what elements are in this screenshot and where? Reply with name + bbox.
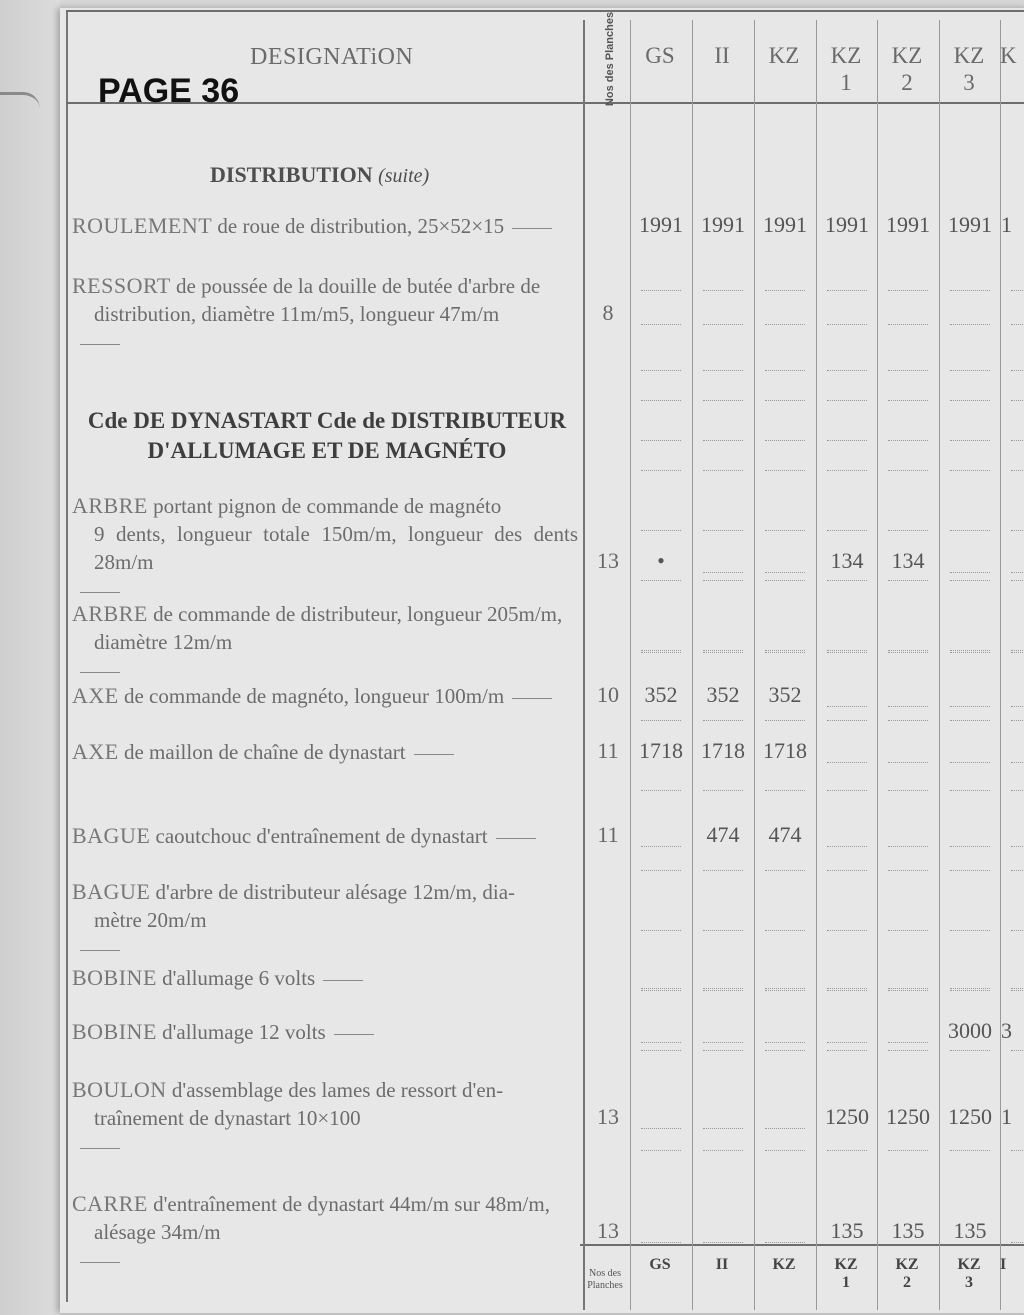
reference-number: 1250 [948, 1104, 992, 1129]
empty-cell-dots [827, 324, 867, 325]
planche-number: 8 [602, 300, 614, 325]
filler-dots [765, 790, 805, 791]
filler-dots [765, 400, 805, 401]
filler-dots [1011, 790, 1024, 791]
reference-number: 1991 [825, 212, 869, 237]
filler-dots [1011, 990, 1024, 991]
filler-dots [888, 720, 928, 721]
filler-dots [950, 440, 990, 441]
section-commande-title: Cde DE DYNASTART Cde de DISTRIBUTEUR D'ALLUMAGE ET DE MAGNÉTO [87, 408, 567, 463]
empty-cell-dots [1011, 1242, 1024, 1243]
filler-dots [827, 530, 867, 531]
filler-dots [765, 930, 805, 931]
part-name: BOBINE [72, 1019, 157, 1044]
part-name: BAGUE [72, 879, 151, 904]
empty-cell-dots [641, 1042, 681, 1043]
leader-line [80, 1262, 120, 1263]
filler-dots [703, 370, 743, 371]
planches-header: Nos des Planches [604, 11, 616, 107]
empty-cell-dots [1011, 572, 1024, 573]
filler-dots [641, 930, 681, 931]
empty-cell-dots [827, 706, 867, 707]
footer-col-kz: KZ [772, 1256, 796, 1273]
footer-col-kz3: KZ 3 [957, 1256, 981, 1291]
filler-dots [641, 990, 681, 991]
empty-cell-dots [1011, 706, 1024, 707]
filler-dots [765, 580, 805, 581]
empty-cell-dots [888, 846, 928, 847]
empty-cell-dots [703, 324, 743, 325]
filler-dots [703, 1150, 743, 1151]
part-detail-continued: diamètre 12m/m [94, 630, 233, 654]
filler-dots [827, 720, 867, 721]
reference-number: 1991 [948, 212, 992, 237]
filler-dots [703, 400, 743, 401]
reference-number: 1991 [763, 212, 807, 237]
reference-number: 134 [830, 548, 864, 573]
filler-dots [1011, 930, 1024, 931]
leader-line [80, 950, 120, 951]
empty-cell-dots [1011, 652, 1024, 653]
page-edge [0, 0, 60, 1315]
part-name: BAGUE [72, 823, 151, 848]
leader-line [80, 344, 120, 345]
filler-dots [641, 870, 681, 871]
reference-number: 1991 [639, 212, 683, 237]
planche-number: 13 [597, 1218, 619, 1243]
leader-line [80, 672, 120, 673]
part-detail-continued: 9 dents, longueur totale 150m/m, longueur des dents 28m/m [94, 522, 578, 574]
filler-dots [1011, 870, 1024, 871]
filler-dots [703, 720, 743, 721]
part-description [72, 738, 578, 766]
empty-cell-dots [765, 652, 805, 653]
empty-cell-dots [827, 1042, 867, 1043]
empty-cell-dots [641, 652, 681, 653]
filler-dots [703, 650, 743, 651]
part-description [72, 272, 578, 356]
filler-dots [765, 1050, 805, 1051]
empty-cell-dots [950, 846, 990, 847]
filler-dots [703, 870, 743, 871]
empty-cell-dots [827, 846, 867, 847]
filler-dots [765, 870, 805, 871]
part-detail: caoutchouc d'entraînement de dynastart [155, 824, 488, 848]
reference-number: 1991 [886, 212, 930, 237]
col-header-kz: KZ [768, 43, 800, 68]
filler-dots [950, 990, 990, 991]
filler-dots [1011, 580, 1024, 581]
part-name: AXE [72, 683, 119, 708]
filler-dots [827, 470, 867, 471]
filler-dots [641, 470, 681, 471]
empty-cell-dots [827, 652, 867, 653]
part-detail: de commande de distributeur, longueur 205m/m, [153, 602, 563, 626]
filler-dots [765, 370, 805, 371]
empty-cell-dots [1011, 762, 1024, 763]
reference-number: 474 [706, 822, 740, 847]
part-detail: de poussée de la douille de butée d'arbre de [176, 274, 541, 298]
empty-cell-dots [765, 1242, 805, 1243]
filler-dots [950, 290, 990, 291]
filler-dots [827, 290, 867, 291]
leader-line [323, 980, 363, 981]
empty-cell-dots [950, 762, 990, 763]
reference-number: 135 [891, 1218, 925, 1243]
filler-dots [641, 530, 681, 531]
reference-number: 1250 [825, 1104, 869, 1129]
filler-dots [888, 580, 928, 581]
part-description [72, 878, 578, 962]
filler-dots [765, 290, 805, 291]
filler-dots [888, 930, 928, 931]
leader-line [80, 592, 120, 593]
empty-cell-dots [888, 706, 928, 707]
filler-dots [1011, 650, 1024, 651]
empty-cell-dots [888, 988, 928, 989]
designation-header: DESIGNATiON [250, 44, 414, 70]
filler-dots [703, 440, 743, 441]
filler-dots [1011, 1050, 1024, 1051]
filler-dots [950, 870, 990, 871]
col-header-ii: II [714, 43, 730, 68]
part-detail-continued: distribution, diamètre 11m/m5, longueur 47m/m [94, 302, 500, 326]
filler-dots [950, 530, 990, 531]
planche-number: 13 [597, 1104, 619, 1129]
planche-number: 13 [597, 548, 619, 573]
filler-dots [765, 990, 805, 991]
part-description [72, 1190, 578, 1274]
part-detail-continued: alésage 34m/m [94, 1220, 221, 1244]
part-detail: de commande de magnéto, longueur 100m/m [123, 684, 505, 708]
filler-dots [641, 720, 681, 721]
empty-cell-dots [641, 846, 681, 847]
col-header-kz1: KZ 1 [830, 43, 862, 95]
filler-dots [765, 650, 805, 651]
empty-cell-dots [827, 762, 867, 763]
filler-dots [641, 650, 681, 651]
part-detail: portant pignon de commande de magnéto [153, 494, 502, 518]
empty-cell-dots [703, 652, 743, 653]
filler-dots [765, 470, 805, 471]
footer-col-ii: II [715, 1256, 729, 1273]
col-header-kz2: KZ 2 [891, 43, 923, 95]
part-detail: d'allumage 6 volts [162, 966, 316, 990]
part-name: AXE [72, 739, 119, 764]
empty-cell-dots [1011, 324, 1024, 325]
part-detail: de maillon de chaîne de dynastart [123, 740, 406, 764]
filler-dots [641, 1050, 681, 1051]
filler-dots [950, 720, 990, 721]
empty-cell-dots [703, 572, 743, 573]
part-detail: d'assemblage des lames de ressort d'en- [171, 1078, 504, 1102]
footer-rule [580, 1244, 1024, 1246]
filler-dots [1011, 530, 1024, 531]
filler-dots [950, 470, 990, 471]
filler-dots [888, 370, 928, 371]
empty-cell-dots [641, 988, 681, 989]
filler-dots [765, 720, 805, 721]
empty-cell-dots [641, 1128, 681, 1129]
section-distribution-title: DISTRIBUTION (suite) [210, 162, 430, 187]
leader-line [512, 228, 552, 229]
filler-dots [827, 870, 867, 871]
reference-number: 1991 [701, 212, 745, 237]
filler-dots [888, 990, 928, 991]
filler-dots [827, 1150, 867, 1151]
empty-cell-dots [950, 988, 990, 989]
filler-dots [888, 400, 928, 401]
reference-number: 3 [1001, 1018, 1012, 1043]
footer-planches-label: Nos des Planches [587, 1268, 623, 1291]
part-description [72, 682, 578, 710]
leader-line [496, 838, 536, 839]
filler-dots [641, 400, 681, 401]
filler-dots [641, 790, 681, 791]
part-detail: d'allumage 12 volts [162, 1020, 326, 1044]
left-border-line [66, 12, 68, 1302]
filler-dots [950, 370, 990, 371]
empty-cell-dots [827, 988, 867, 989]
col-header-k: K [1000, 43, 1017, 68]
filler-dots [641, 440, 681, 441]
empty-cell-dots [703, 1242, 743, 1243]
footer-col-gs: GS [649, 1256, 671, 1273]
empty-cell-dots [1011, 988, 1024, 989]
page-label: PAGE 36 [98, 72, 240, 110]
part-description [72, 600, 578, 684]
part-detail: d'arbre de distributeur alésage 12m/m, dia- [155, 880, 516, 904]
filler-dots [641, 290, 681, 291]
filler-dots [888, 790, 928, 791]
filler-dots [1011, 400, 1024, 401]
empty-cell-dots [641, 324, 681, 325]
filler-dots [827, 790, 867, 791]
filler-dots [1011, 370, 1024, 371]
filler-dots [950, 790, 990, 791]
reference-number: 134 [891, 548, 925, 573]
filler-dots [827, 650, 867, 651]
leader-line [334, 1034, 374, 1035]
filler-dots [827, 580, 867, 581]
empty-cell-dots [765, 1128, 805, 1129]
empty-cell-dots [950, 652, 990, 653]
col-header-kz3: KZ 3 [953, 43, 985, 95]
part-name: BOULON [72, 1077, 167, 1102]
filler-dots [950, 400, 990, 401]
filler-dots [827, 1050, 867, 1051]
part-description [72, 822, 578, 850]
filler-dots [888, 290, 928, 291]
filler-dots [1011, 440, 1024, 441]
part-name: ROULEMENT [72, 213, 213, 238]
empty-cell-dots [703, 1128, 743, 1129]
filler-dots [765, 440, 805, 441]
part-name: CARRE [72, 1191, 148, 1216]
reference-number: • [657, 548, 665, 573]
empty-cell-dots [888, 324, 928, 325]
part-description [72, 1018, 578, 1046]
reference-number: 1718 [701, 738, 745, 763]
reference-number: 1 [1001, 1104, 1012, 1129]
empty-cell-dots [950, 572, 990, 573]
col-header-gs: GS [645, 43, 675, 68]
filler-dots [1011, 290, 1024, 291]
filler-dots [1011, 720, 1024, 721]
filler-dots [641, 1150, 681, 1151]
filler-dots [950, 930, 990, 931]
planche-number: 11 [597, 738, 619, 763]
empty-cell-dots [765, 988, 805, 989]
filler-dots [1011, 470, 1024, 471]
filler-dots [950, 1050, 990, 1051]
filler-dots [888, 1050, 928, 1051]
part-detail-continued: mètre 20m/m [94, 908, 207, 932]
empty-cell-dots [888, 762, 928, 763]
filler-dots [950, 650, 990, 651]
empty-cell-dots [765, 324, 805, 325]
reference-number: 474 [768, 822, 802, 847]
filler-dots [888, 530, 928, 531]
filler-dots [641, 580, 681, 581]
empty-cell-dots [888, 652, 928, 653]
footer-col-kz2: KZ 2 [895, 1256, 919, 1291]
reference-number: 1 [1001, 212, 1012, 237]
part-name: ARBRE [72, 601, 148, 626]
designation-col-line [583, 20, 585, 1310]
filler-dots [641, 370, 681, 371]
leader-line [80, 1148, 120, 1149]
filler-dots [765, 530, 805, 531]
filler-dots [827, 370, 867, 371]
part-detail: de roue de distribution, 25×52×15 [217, 214, 505, 238]
filler-dots [703, 930, 743, 931]
filler-dots [888, 440, 928, 441]
filler-dots [827, 990, 867, 991]
filler-dots [703, 530, 743, 531]
filler-dots [888, 1150, 928, 1151]
reference-number: 1250 [886, 1104, 930, 1129]
part-name: RESSORT [72, 273, 171, 298]
part-description [72, 964, 578, 992]
filler-dots [703, 470, 743, 471]
leader-line [414, 754, 454, 755]
planche-number: 11 [597, 822, 619, 847]
part-description [72, 212, 578, 240]
part-detail-continued: traînement de dynastart 10×100 [94, 1106, 361, 1130]
reference-number: 135 [953, 1218, 987, 1243]
reference-number: 135 [830, 1218, 864, 1243]
filler-dots [703, 790, 743, 791]
part-description [72, 492, 578, 604]
filler-dots [888, 650, 928, 651]
empty-cell-dots [641, 1242, 681, 1243]
reference-number: 352 [706, 682, 740, 707]
filler-dots [765, 1150, 805, 1151]
filler-dots [703, 580, 743, 581]
filler-dots [1011, 1150, 1024, 1151]
filler-dots [827, 440, 867, 441]
footer-col-i: I [1000, 1256, 1007, 1273]
empty-cell-dots [950, 324, 990, 325]
part-name: BOBINE [72, 965, 157, 990]
filler-dots [950, 580, 990, 581]
filler-dots [703, 990, 743, 991]
top-border-line [66, 10, 1024, 12]
empty-cell-dots [703, 988, 743, 989]
empty-cell-dots [765, 572, 805, 573]
empty-cell-dots [703, 1042, 743, 1043]
reference-number: 3000 [948, 1018, 992, 1043]
part-name: ARBRE [72, 493, 148, 518]
empty-cell-dots [888, 1042, 928, 1043]
leader-line [512, 698, 552, 699]
reference-number: 1718 [763, 738, 807, 763]
footer-col-kz1: KZ 1 [834, 1256, 858, 1291]
reference-number: 352 [644, 682, 678, 707]
empty-cell-dots [950, 706, 990, 707]
empty-cell-dots [1011, 846, 1024, 847]
filler-dots [703, 1050, 743, 1051]
planche-number: 10 [597, 682, 619, 707]
filler-dots [827, 930, 867, 931]
part-detail: d'entraînement de dynastart 44m/m sur 48m/m, [153, 1192, 550, 1216]
part-description [72, 1076, 578, 1160]
filler-dots [888, 470, 928, 471]
filler-dots [950, 1150, 990, 1151]
filler-dots [888, 870, 928, 871]
empty-cell-dots [765, 1042, 805, 1043]
filler-dots [827, 400, 867, 401]
reference-number: 1718 [639, 738, 683, 763]
reference-number: 352 [768, 682, 802, 707]
filler-dots [703, 290, 743, 291]
